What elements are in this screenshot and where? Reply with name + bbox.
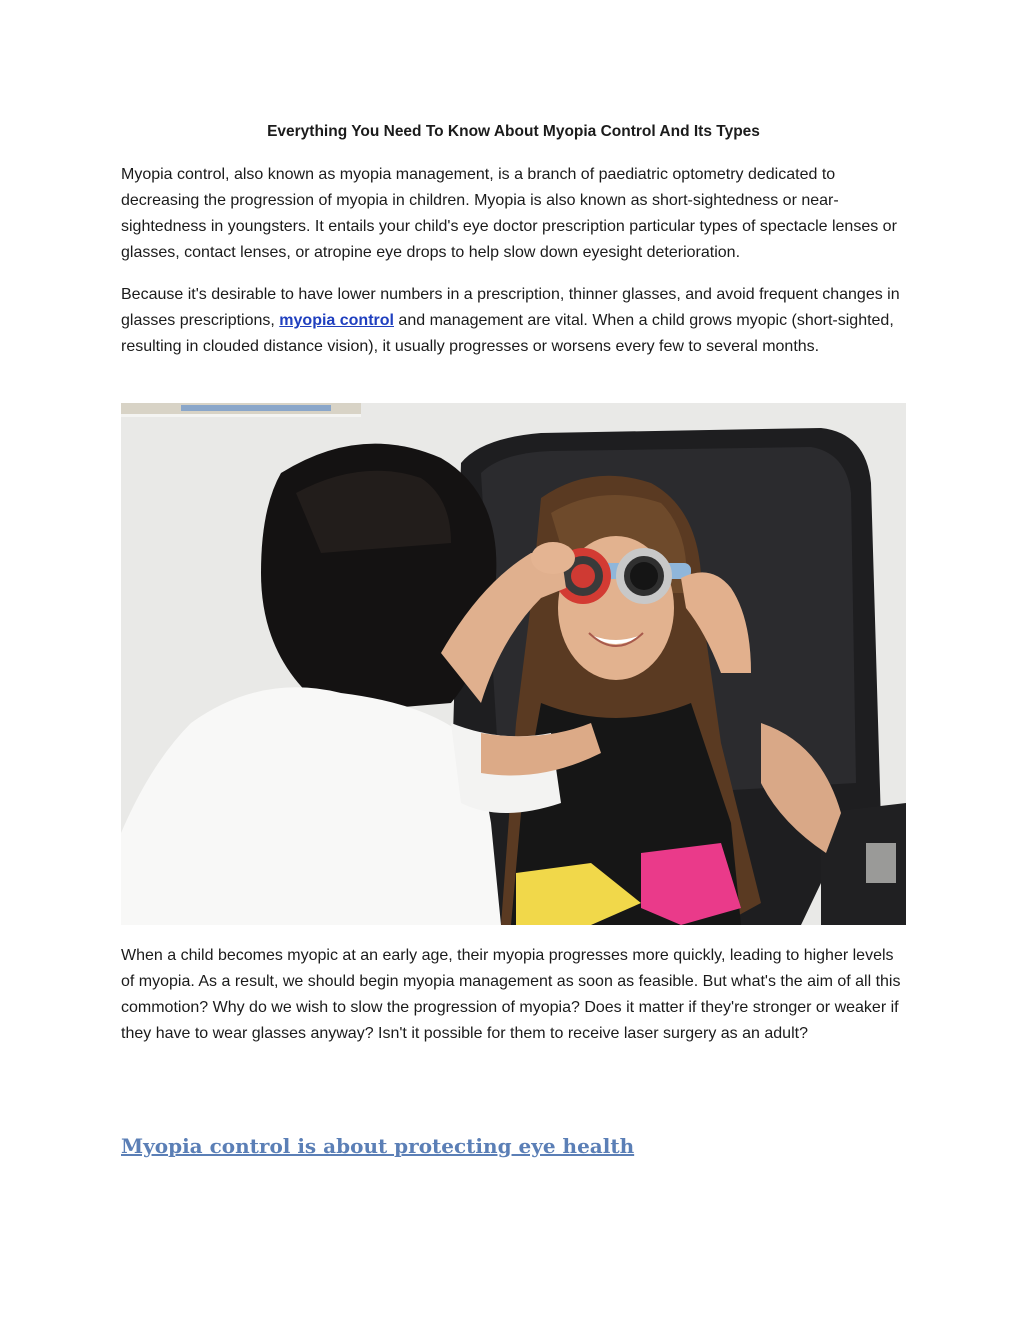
paragraph-early-age: When a child becomes myopic at an early age, their myopia progresses more quickly, leading to higher levels of myopia. As a result, we should begin myopia management as soon as feasible. But what's the aim of all this commotion? Why do we wish to slow the progression of myopia? Does it matter if they're stronger or weaker if they have to wear glasses anyway? Isn't it possible for them to receive laser surgery as an adult?	[121, 947, 901, 1042]
paragraph-importance-text-1: Because it's desirable to have lower numbers in a prescription, thinner glasses, and avoid frequent changes in glasses prescriptions,	[121, 286, 900, 329]
paragraph-intro: Myopia control, also known as myopia management, is a branch of paediatric optometry dedicated to decreasing the progression of myopia in children. Myopia is also known as short-sightedness or near-sightedness in youngsters. It entails your child's eye doctor prescription particular types of spectacle lenses or glasses, contact lenses, or atropine eye drops to help slow down eyesight deterioration.	[121, 166, 897, 261]
myopia-control-link[interactable]: myopia control	[279, 312, 394, 329]
eye-exam-photo	[121, 403, 906, 925]
document-title: Everything You Need To Know About Myopia Control And Its Types	[267, 123, 760, 140]
paragraph-importance-text-2: and management are vital. When a child grows myopic (short-sighted, resulting in clouded distance vision), it usually progresses or worsens every few to several months.	[121, 312, 894, 355]
section-heading-eye-health[interactable]: Myopia control is about protecting eye health	[121, 1134, 635, 1158]
paragraph-importance	[121, 282, 906, 360]
